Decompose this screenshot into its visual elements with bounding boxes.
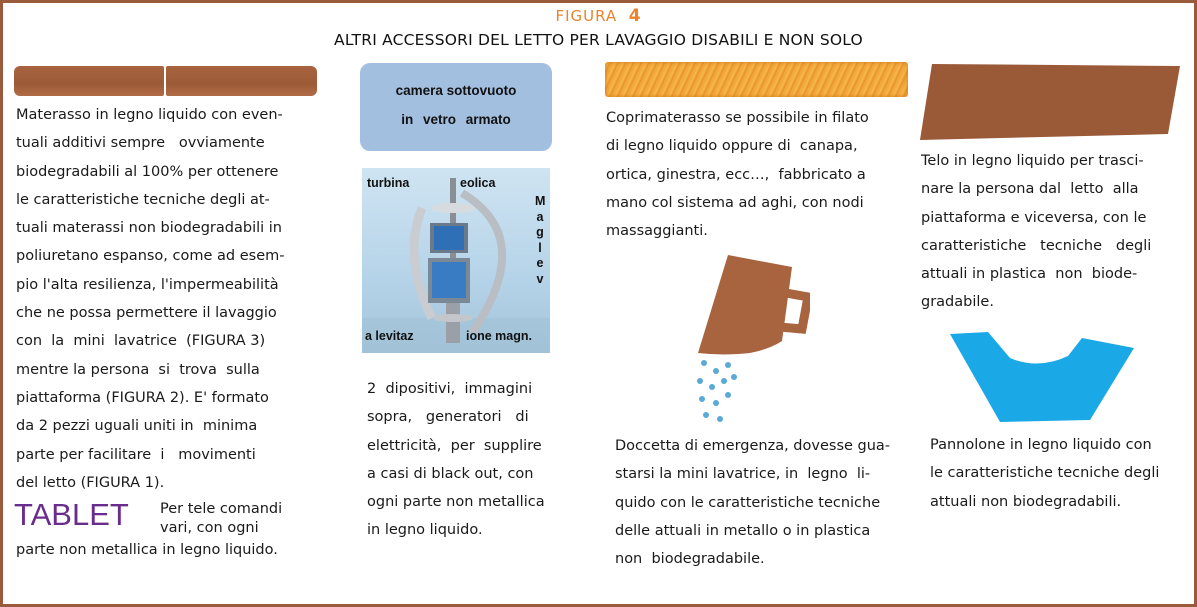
text-line: parte per facilitare i movimenti xyxy=(16,446,256,463)
text-line: massaggianti. xyxy=(606,223,708,240)
figure-label: FIGURA 4 xyxy=(555,6,642,26)
text-line: poliuretano espanso, come ad esem- xyxy=(16,248,285,265)
text-line: delle attuali in metallo o in plastica xyxy=(615,522,871,539)
text-line: Pannolone in legno liquido con xyxy=(930,437,1152,453)
turbine-label-vertical: M a g l e v xyxy=(535,194,546,286)
text-line: sopra, generatori di xyxy=(367,409,529,426)
text-line: tuali additivi sempre ovviamente xyxy=(16,135,265,152)
text-line: piattaforma e viceversa, con le xyxy=(921,209,1147,226)
turbine-label-bottom-left: a levitaz xyxy=(365,329,414,343)
devices-description xyxy=(367,375,567,545)
text-line: 2 dipositivi, immagini xyxy=(367,381,533,397)
page-title: ALTRI ACCESSORI DEL LETTO PER LAVAGGIO DISABILI E NON SOLO xyxy=(334,31,863,49)
text-line: a casi di black out, con xyxy=(367,465,534,482)
diaper-swatch xyxy=(948,330,1138,425)
text-line: non biodegradabile. xyxy=(615,551,765,568)
text-line: biodegradabili al 100% per ottenere xyxy=(16,163,279,180)
text-line: ortica, ginestra, ecc…, fabbricato a xyxy=(606,166,866,183)
turbine-label-top-right: eolica xyxy=(460,176,496,190)
text-line: piattaforma (FIGURA 2). E' formato xyxy=(16,389,269,406)
text-line: pio l'alta resilienza, l'impermeabilità xyxy=(16,276,279,293)
text-line: mentre la persona si trova sulla xyxy=(16,361,260,378)
text-line: del letto (FIGURA 1). xyxy=(16,474,165,491)
mattress-piece-left xyxy=(14,66,164,96)
text-line: di legno liquido oppure di canapa, xyxy=(606,138,858,155)
tablet-description: Per tele comandi vari, con ogni xyxy=(160,501,283,536)
text-line: con la mini lavatrice (FIGURA 3) xyxy=(16,333,266,350)
mattress-piece-right xyxy=(166,66,317,96)
mattress-description xyxy=(16,101,316,497)
tablet-heading: TABLET xyxy=(14,497,129,532)
transfer-sheet-description xyxy=(921,147,1179,317)
transfer-sheet-swatch xyxy=(918,58,1180,143)
text-line: tuali materassi non biodegradabili in xyxy=(16,220,282,237)
mattress-cover-description xyxy=(606,104,906,245)
text-line: Telo in legno liquido per trasci- xyxy=(921,153,1144,169)
text-line: elettricità, per supplire xyxy=(367,437,542,454)
text-line: quido con le caratteristiche tecniche xyxy=(615,494,881,511)
turbine-label-top-left: turbina xyxy=(367,176,410,190)
text-line: da 2 pezzi uguali uniti in minima xyxy=(16,418,258,435)
text-line: che ne possa permettere il lavaggio xyxy=(16,305,277,322)
tablet-description-tail: parte non metallica in legno liquido. xyxy=(16,542,278,558)
turbine-illustration xyxy=(362,168,550,353)
shower-description xyxy=(615,432,905,573)
text-line: mano col sistema ad aghi, con nodi xyxy=(606,194,864,211)
maglev-turbine-image xyxy=(362,168,550,353)
text-line: Coprimaterasso se possibile in filato xyxy=(606,110,869,126)
vacuum-chamber-box: camera sottovuoto in vetro armato xyxy=(360,63,552,151)
text-line: Materasso in legno liquido con even- xyxy=(16,107,283,123)
text-line: le caratteristiche tecniche degli xyxy=(930,465,1160,482)
text-line: Doccetta di emergenza, dovesse gua- xyxy=(615,438,891,454)
text-line: in legno liquido. xyxy=(367,522,483,539)
shower-icon xyxy=(690,253,810,428)
text-line: gradabile. xyxy=(921,294,994,311)
text-line: starsi la mini lavatrice, in legno li- xyxy=(615,466,871,483)
text-line: ogni parte non metallica xyxy=(367,494,545,511)
diaper-description xyxy=(930,431,1185,516)
mattress-cover-swatch xyxy=(605,62,908,97)
text-line: attuali in plastica non biode- xyxy=(921,266,1138,283)
text-line: caratteristiche tecniche degli xyxy=(921,237,1152,254)
text-line: le caratteristiche tecniche degli at- xyxy=(16,191,270,208)
text-line: nare la persona dal letto alla xyxy=(921,181,1139,198)
turbine-label-bottom-right: ione magn. xyxy=(466,329,532,343)
text-line: attuali non biodegradabili. xyxy=(930,493,1122,510)
